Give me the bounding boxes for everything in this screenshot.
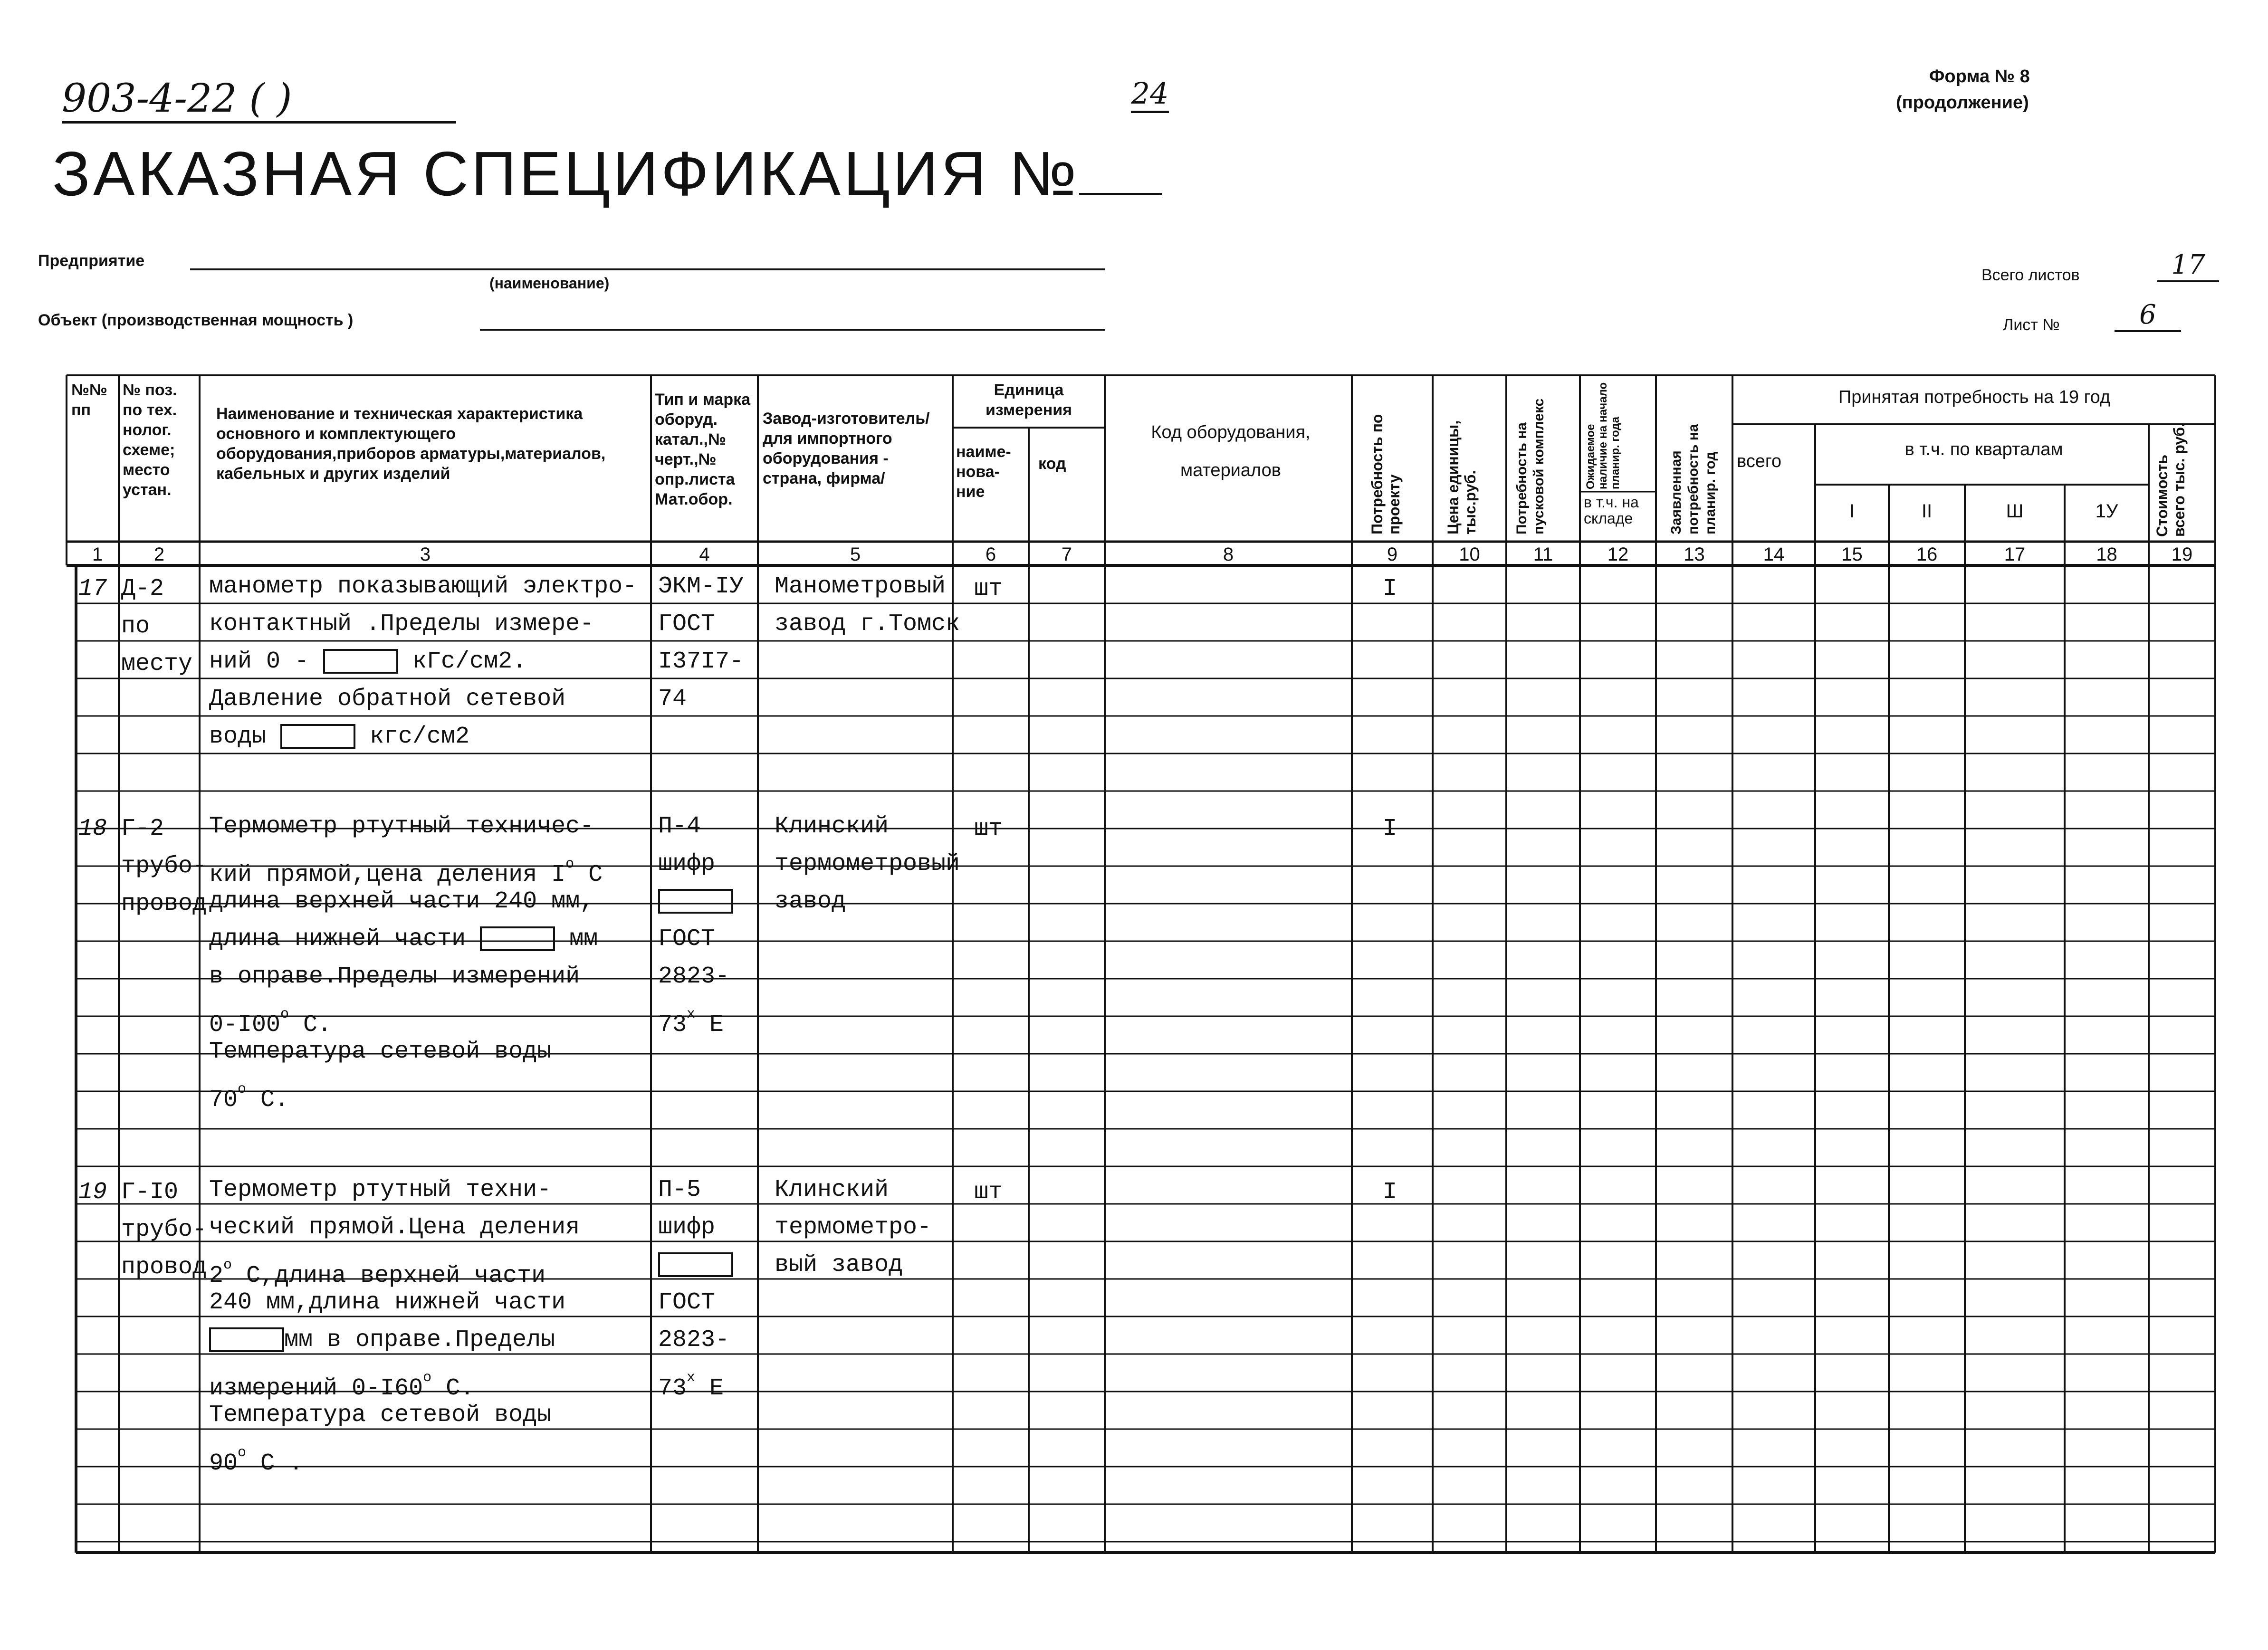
blank-box (323, 649, 398, 674)
type-line: 73$^x$ Е (658, 1006, 724, 1039)
row-number: 17 (78, 575, 107, 602)
description-line: длина верхней части 240 мм, (209, 888, 594, 915)
col-header-12b: в т.ч. на складе (1584, 494, 1639, 527)
manufacturer-line: завод (775, 888, 846, 915)
description-line: длина нижней части мм (209, 925, 598, 953)
total-sheets-label: Всего листов (1981, 266, 2080, 284)
need-value: I (1383, 575, 1397, 602)
type-line: I37I7- (658, 648, 744, 675)
column-number-18: 18 (2096, 544, 2117, 565)
col-header-12a: Ожидаемое наличие на начало планир. года (1584, 382, 1622, 489)
sheet-label: Лист № (2003, 316, 2060, 334)
position-line: Г-I0 (121, 1179, 179, 1206)
col-header-8: Код оборудования, материалов (1151, 422, 1311, 480)
unit-value: шт (974, 815, 1003, 842)
type-line: 74 (658, 686, 687, 713)
description-line: в оправе.Пределы измерений (209, 963, 580, 990)
description-line: 70$^o$ C. (209, 1081, 289, 1114)
col-header-13: Заявленная потребность на планир. год (1668, 424, 1718, 534)
col-header-14: всего (1737, 451, 1782, 471)
type-line: ГОСТ (658, 1289, 716, 1316)
position-line: трубо- (121, 1216, 207, 1243)
need-value: I (1383, 1179, 1397, 1206)
type-line (658, 887, 733, 916)
col-header-4: Тип и марка оборуд. катал.,№ черт.,№ опр.листа Мат.обор. (655, 391, 751, 508)
column-number-5: 5 (850, 544, 861, 565)
type-line: ГОСТ (658, 925, 716, 953)
need-value: I (1383, 815, 1397, 842)
page-number: 24 (1131, 76, 1169, 113)
enterprise-label: Предприятие (38, 252, 145, 270)
page-title: ЗАКАЗНАЯ СПЕЦИФИКАЦИЯ № (52, 138, 1162, 210)
description-line: Температура сетевой воды (209, 1402, 552, 1429)
col-header-1: №№ пп (71, 381, 107, 419)
column-number-9: 9 (1387, 544, 1398, 565)
column-number-10: 10 (1459, 544, 1480, 565)
col-header-q2: II (1921, 501, 1933, 522)
type-line (658, 1251, 733, 1279)
column-number-16: 16 (1916, 544, 1938, 565)
type-line: 2823- (658, 963, 730, 990)
sheet-value: 6 (2115, 299, 2181, 332)
column-number-3: 3 (420, 544, 431, 565)
col-header-9: Потребность по проекту (1368, 414, 1403, 534)
row-number: 19 (78, 1179, 107, 1206)
column-number-17: 17 (2004, 544, 2026, 565)
column-number-19: 19 (2171, 544, 2193, 565)
column-number-7: 7 (1061, 544, 1072, 565)
position-line: провод (121, 1254, 207, 1281)
form-label: Форма № 8 (1929, 67, 2030, 86)
column-number-13: 13 (1684, 544, 1705, 565)
col-header-accepted: Принятая потребность на 19 год (1838, 387, 2111, 407)
col-header-2: № поз. по тех. нолог. схеме; место устан. (123, 381, 177, 499)
form-note: (продолжение) (1896, 93, 2029, 113)
manufacturer-line: завод г.Томск (775, 610, 960, 638)
col-header-q4: 1У (2095, 501, 2118, 522)
row-number: 18 (78, 815, 107, 842)
col-header-unit: Единица измерения (986, 381, 1072, 419)
column-number-11: 11 (1533, 544, 1553, 565)
manufacturer-line: Клинский (775, 813, 889, 840)
unit-value: шт (974, 575, 1003, 602)
description-line: 2$^o$ С,длина верхней части (209, 1257, 546, 1289)
column-number-1: 1 (92, 544, 103, 565)
position-line: трубо- (121, 853, 207, 880)
column-number-4: 4 (699, 544, 710, 565)
type-line: П-5 (658, 1176, 701, 1203)
type-line: 2823- (658, 1326, 730, 1354)
total-sheets-value: 17 (2157, 249, 2219, 282)
type-line: П-4 (658, 813, 701, 840)
column-number-6: 6 (985, 544, 996, 565)
unit-value: шт (974, 1179, 1003, 1206)
object-label: Объект (производственная мощность ) (38, 311, 354, 329)
name-caption: (наименование) (489, 275, 610, 292)
description-line: мм в оправе.Пределы (209, 1326, 555, 1354)
col-header-3: Наименование и техническая характеристика основного и комплектующего оборудования,приборов арматуры,материалов, кабельных и других изделий (216, 405, 606, 483)
manufacturer-line: термометро- (775, 1214, 932, 1241)
blank-box (209, 1327, 284, 1352)
col-header-quarters: в т.ч. по кварталам (1904, 439, 2063, 459)
description-line: кий прямой,цена деления $I^o$ C (209, 856, 603, 888)
description-line: ний 0 - кГс/см2. (209, 648, 527, 675)
column-number-14: 14 (1763, 544, 1785, 565)
description-line: воды кгс/см2 (209, 723, 470, 750)
description-line: Термометр ртутный техни- (209, 1176, 552, 1203)
description-line: Термометр ртутный техничес- (209, 813, 594, 840)
position-line: по (121, 613, 150, 640)
type-line: шифр (658, 850, 716, 877)
description-line: Давление обратной сетевой (209, 686, 566, 713)
description-line: 240 мм,длина нижней части (209, 1289, 566, 1316)
type-line: 73$^x$ Е (658, 1370, 724, 1402)
col-header-q3: Ш (2006, 501, 2024, 522)
col-header-6: наиме-нова-ние (956, 443, 1011, 501)
col-header-10: Цена единицы, тыс.руб. (1445, 420, 1479, 534)
column-number-2: 2 (153, 544, 165, 565)
description-line: Температура сетевой воды (209, 1038, 552, 1065)
col-header-19: Стоимость всего тыс. руб. (2153, 423, 2188, 537)
description-line: 90$^o$ С . (209, 1445, 304, 1477)
blank-box (480, 926, 555, 951)
column-number-15: 15 (1841, 544, 1863, 565)
blank-box (658, 1252, 733, 1277)
manufacturer-line: термометровый (775, 850, 960, 877)
blank-box (280, 724, 355, 749)
position-line: месту (121, 650, 193, 677)
type-line: ГОСТ (658, 610, 716, 638)
position-line: Д-2 (121, 575, 164, 602)
col-header-q1: I (1849, 501, 1855, 522)
document-code: 903-4-22 ( ) (62, 76, 456, 124)
type-line: ЭКМ-IУ (658, 573, 744, 600)
description-line: 0-I00$^o$ C. (209, 1006, 332, 1039)
col-header-11: Потребность на пусковой комплекс (1514, 398, 1547, 534)
col-header-5: Завод-изготовитель/для импортного оборудования - страна, фирма/ (763, 410, 930, 487)
description-line: измерений 0-I60$^o$ C. (209, 1370, 475, 1402)
type-line: шифр (658, 1214, 716, 1241)
column-number-8: 8 (1223, 544, 1234, 565)
col-header-7: код (1038, 455, 1066, 473)
position-line: Г-2 (121, 815, 164, 842)
column-number-12: 12 (1607, 544, 1629, 565)
position-line: провод (121, 890, 207, 917)
manufacturer-line: Клинский (775, 1176, 889, 1203)
description-line: ческий прямой.Цена деления (209, 1214, 580, 1241)
manufacturer-line: Манометровый (775, 573, 946, 600)
manufacturer-line: вый завод (775, 1251, 903, 1278)
blank-box (658, 889, 733, 914)
description-line: контактный .Пределы измере- (209, 610, 594, 638)
description-line: манометр показывающий электро- (209, 573, 637, 600)
